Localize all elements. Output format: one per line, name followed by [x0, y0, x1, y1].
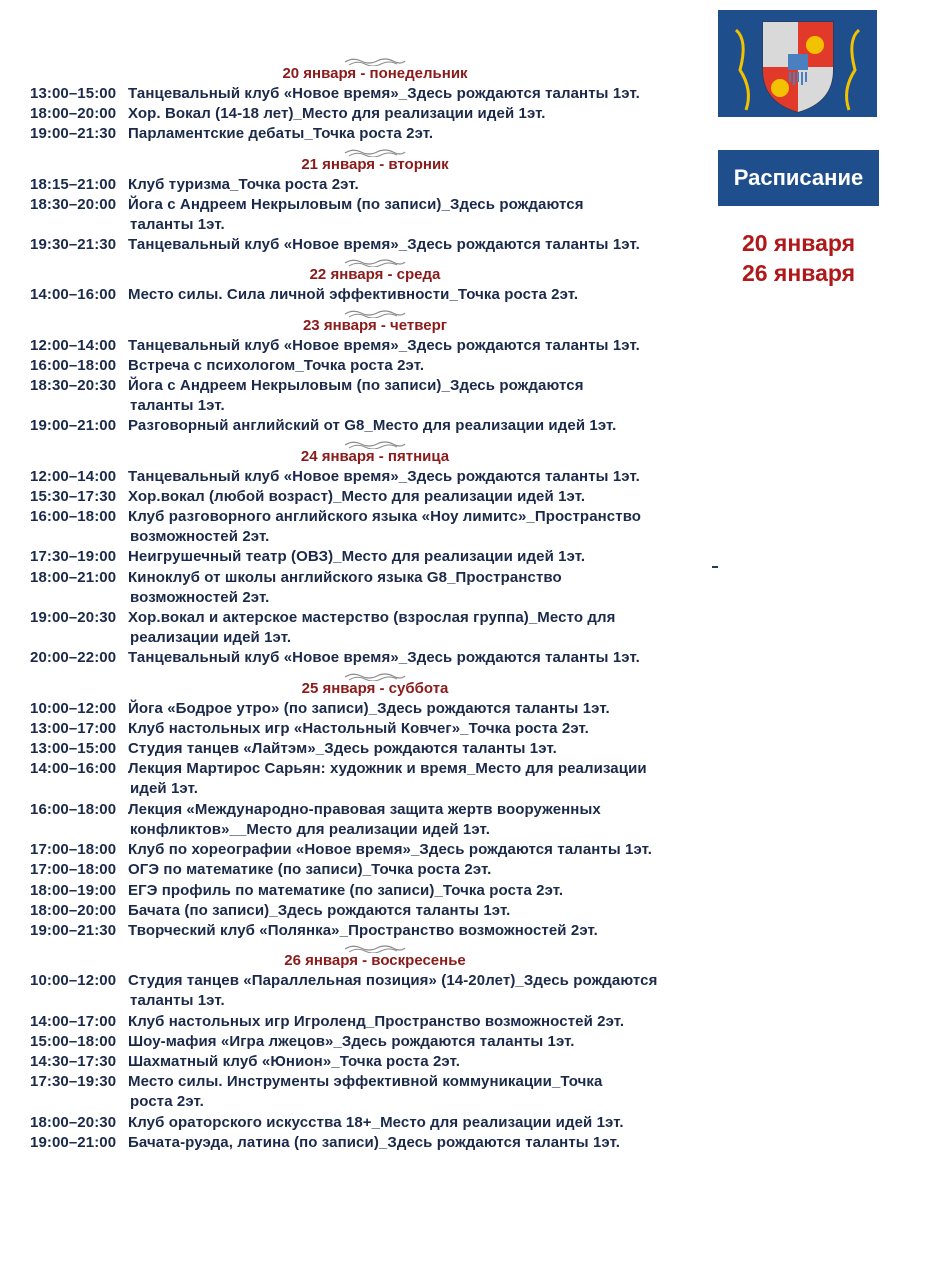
event-row: [30, 759, 720, 799]
event-title-line: Лекция «Международно-правовая защита жертв вооруженных: [128, 800, 601, 818]
event-time: 13:00–15:00: [30, 740, 117, 758]
event-title-line: идей 1эт.: [130, 780, 198, 798]
event-row: [30, 175, 720, 195]
event-title: [128, 507, 720, 547]
day-section: [30, 671, 720, 941]
event-time: 17:30–19:00: [30, 548, 117, 566]
event-row: [30, 901, 720, 921]
date-range: [718, 228, 879, 288]
event-row: [30, 487, 720, 507]
event-time: 19:00–21:30: [30, 125, 117, 143]
event-time: 19:00–21:00: [30, 417, 117, 435]
event-title-line: возможностей 2эт.: [130, 588, 270, 606]
event-time: 13:00–17:00: [30, 719, 117, 737]
event-title: [128, 759, 720, 799]
event-title: [128, 356, 720, 376]
event-title: [128, 124, 720, 144]
day-section: [30, 56, 720, 145]
event-title: [128, 336, 720, 356]
event-title: [128, 467, 720, 487]
event-title-line: Киноклуб от школы английского языка G8_Пространство: [128, 568, 562, 586]
event-title: [128, 547, 720, 567]
event-row: [30, 881, 720, 901]
event-title: [128, 1012, 720, 1032]
event-time: 19:30–21:30: [30, 236, 117, 254]
event-row: [30, 568, 720, 608]
event-title-line: ОГЭ по математике (по записи)_Точка роста 2эт.: [128, 861, 492, 879]
event-title: [128, 648, 720, 668]
event-time: 18:30–20:00: [30, 195, 117, 213]
event-title: [128, 860, 720, 880]
day-title: 20 января - понедельник: [282, 65, 468, 82]
event-title-line: Клуб настольных игр «Настольный Ковчег»_Точка роста 2эт.: [128, 719, 589, 737]
event-title-line: Место силы. Сила личной эффективности_Точка роста 2эт.: [128, 286, 579, 304]
event-row: [30, 1032, 720, 1052]
event-title: [128, 568, 720, 608]
event-time: 13:00–15:00: [30, 85, 117, 102]
date-from: 20 января: [741, 230, 856, 256]
event-title-line: Бачата-руэда, латина (по записи)_Здесь рождаются таланты 1эт.: [128, 1133, 620, 1151]
event-title-line: Парламентские дебаты_Точка роста 2эт.: [128, 125, 434, 143]
event-title-line: Клуб ораторского искусства 18+_Место для реализации идей 1эт.: [128, 1113, 624, 1131]
day-section: [30, 439, 720, 669]
event-time: 17:00–18:00: [30, 841, 117, 859]
event-title: [128, 416, 720, 436]
event-title-line: Разговорный английский от G8_Место для реализации идей 1эт.: [128, 417, 617, 435]
event-title-line: конфликтов»__Место для реализации идей 1эт.: [130, 820, 490, 838]
event-title-line: Шахматный клуб «Юнион»_Точка роста 2эт.: [128, 1052, 460, 1070]
event-title-line: Клуб разговорного английского языка «Ноу лимитс»_Пространство: [128, 508, 642, 526]
event-title-line: Танцевальный клуб «Новое время»_Здесь рождаются таланты 1эт.: [128, 467, 640, 485]
event-row: [30, 648, 720, 668]
event-title-line: Танцевальный клуб «Новое время»_Здесь рождаются таланты 1эт.: [128, 649, 640, 667]
event-title: [128, 699, 720, 719]
event-time: 17:00–18:00: [30, 861, 117, 879]
event-row: [30, 1052, 720, 1072]
event-title-line: Танцевальный клуб «Новое время»_Здесь рождаются таланты 1эт.: [128, 236, 640, 254]
day-title: 24 января - пятница: [300, 447, 450, 465]
event-row: [30, 608, 720, 648]
day-section: [30, 308, 720, 437]
event-time: 18:15–21:00: [30, 175, 117, 193]
decorative-dash: [712, 566, 718, 568]
event-title-line: Место силы. Инструменты эффективной коммуникации_Точка: [128, 1073, 603, 1091]
event-title: [128, 881, 720, 901]
day-title: 25 января - суббота: [301, 679, 449, 697]
day-title: 22 января - среда: [309, 266, 441, 284]
event-row: [30, 699, 720, 719]
event-title-line: реализации идей 1эт.: [130, 629, 292, 647]
event-time: 18:00–20:00: [30, 105, 117, 123]
event-title: [128, 1032, 720, 1052]
event-row: [30, 1133, 720, 1153]
event-title: [128, 901, 720, 921]
event-row: [30, 971, 720, 1011]
event-row: [30, 336, 720, 356]
event-title-line: Встреча с психологом_Точка роста 2эт.: [128, 356, 425, 374]
event-row: [30, 800, 720, 840]
date-to: 26 января: [741, 260, 856, 286]
event-time: 10:00–12:00: [30, 972, 117, 990]
event-time: 14:00–16:00: [30, 760, 117, 778]
city-emblem: [718, 10, 877, 117]
schedule-list: [30, 56, 720, 1153]
event-title-line: Творческий клуб «Полянка»_Пространство возможностей 2эт.: [128, 921, 598, 939]
event-row: [30, 195, 720, 235]
event-time: 16:00–18:00: [30, 508, 117, 526]
event-title: [128, 1133, 720, 1153]
event-title-line: Шоу-мафия «Игра лжецов»_Здесь рождаются таланты 1эт.: [128, 1032, 575, 1050]
event-time: 14:30–17:30: [30, 1052, 117, 1070]
event-title-line: Танцевальный клуб «Новое время»_Здесь рождаются таланты 1эт.: [128, 336, 640, 354]
event-row: [30, 921, 720, 941]
event-time: 15:00–18:00: [30, 1032, 117, 1050]
event-title: [128, 921, 720, 941]
event-row: [30, 376, 720, 416]
event-row: [30, 356, 720, 376]
event-title-line: Клуб по хореографии «Новое время»_Здесь рождаются таланты 1эт.: [128, 841, 653, 859]
event-time: 18:00–20:30: [30, 1113, 117, 1131]
event-time: 18:00–19:00: [30, 881, 117, 899]
event-title-line: таланты 1эт.: [130, 216, 225, 234]
event-row: [30, 285, 720, 305]
event-time: 14:00–17:00: [30, 1012, 117, 1030]
event-time: 10:00–12:00: [30, 699, 117, 717]
event-title-line: Клуб настольных игр Игроленд_Пространство возможностей 2эт.: [128, 1012, 625, 1030]
event-title-line: Хор. Вокал (14-18 лет)_Место для реализации идей 1эт.: [128, 105, 546, 123]
day-title: 26 января - воскресенье: [284, 952, 466, 970]
event-title: [128, 487, 720, 507]
day-section: [30, 147, 720, 256]
event-title-line: таланты 1эт.: [130, 992, 225, 1010]
schedule-badge: Расписание: [718, 150, 879, 206]
event-title-line: Студия танцев «Лайтэм»_Здесь рождаются таланты 1эт.: [128, 740, 557, 758]
event-title-line: Йога «Бодрое утро» (по записи)_Здесь рождаются таланты 1эт.: [128, 699, 610, 717]
event-title-line: Студия танцев «Параллельная позиция» (14-20лет)_Здесь рождаются: [128, 972, 658, 990]
event-row: [30, 739, 720, 759]
event-title-line: возможностей 2эт.: [130, 528, 270, 546]
event-title-line: Йога с Андреем Некрыловым (по записи)_Здесь рождаются: [128, 195, 584, 213]
event-title-line: Клуб туризма_Точка роста 2эт.: [128, 175, 359, 193]
event-row: [30, 719, 720, 739]
event-title-line: роста 2эт.: [130, 1093, 204, 1111]
event-title: [128, 1113, 720, 1133]
event-title-line: Хор.вокал и актерское мастерство (взрослая группа)_Место для: [128, 609, 616, 627]
event-row: [30, 547, 720, 567]
day-section: [30, 257, 720, 305]
event-title: [128, 84, 720, 104]
event-title: [128, 104, 720, 124]
event-title: [128, 175, 720, 195]
event-time: 18:00–20:00: [30, 901, 117, 919]
event-time: 12:00–14:00: [30, 336, 117, 354]
event-time: 16:00–18:00: [30, 800, 117, 818]
event-time: 19:00–21:00: [30, 1133, 117, 1151]
event-title-line: таланты 1эт.: [130, 397, 225, 415]
day-title: 23 января - четверг: [302, 316, 448, 334]
event-row: [30, 860, 720, 880]
event-title: [128, 235, 720, 255]
event-time: 14:00–16:00: [30, 286, 117, 304]
event-title: [128, 739, 720, 759]
event-row: [30, 467, 720, 487]
event-time: 17:30–19:30: [30, 1073, 117, 1091]
event-title: [128, 719, 720, 739]
event-title: [128, 1072, 720, 1112]
event-title-line: ЕГЭ профиль по математике (по записи)_Точка роста 2эт.: [128, 881, 564, 899]
event-title-line: Неигрушечный театр (ОВЗ)_Место для реализации идей 1эт.: [128, 548, 586, 566]
event-row: [30, 1113, 720, 1133]
event-time: 20:00–22:00: [30, 649, 117, 667]
event-title: [128, 285, 720, 305]
event-title: [128, 376, 720, 416]
event-time: 19:00–20:30: [30, 609, 117, 627]
event-title-line: Хор.вокал (любой возраст)_Место для реализации идей 1эт.: [128, 487, 586, 505]
event-time: 15:30–17:30: [30, 487, 117, 505]
event-title-line: Бачата (по записи)_Здесь рождаются таланты 1эт.: [128, 901, 511, 919]
event-title-line: Лекция Мартирос Сарьян: художник и время_Место для реализации: [128, 760, 647, 778]
event-time: 19:00–21:30: [30, 921, 117, 939]
event-title-line: Танцевальный клуб «Новое время»_Здесь рождаются таланты 1эт.: [128, 85, 640, 102]
event-title: [128, 800, 720, 840]
event-row: [30, 235, 720, 255]
event-time: 18:30–20:30: [30, 377, 117, 395]
event-title: [128, 1052, 720, 1072]
event-time: 18:00–21:00: [30, 568, 117, 586]
event-row: [30, 1012, 720, 1032]
event-row: [30, 416, 720, 436]
day-title: 21 января - вторник: [301, 155, 449, 173]
event-row: [30, 840, 720, 860]
event-title: [128, 971, 720, 1011]
event-row: [30, 1072, 720, 1112]
event-title-line: Йога с Андреем Некрыловым (по записи)_Здесь рождаются: [128, 377, 584, 395]
event-time: 16:00–18:00: [30, 356, 117, 374]
event-row: [30, 84, 720, 104]
event-row: [30, 507, 720, 547]
event-row: [30, 104, 720, 124]
day-section: [30, 943, 720, 1153]
event-time: 12:00–14:00: [30, 467, 117, 485]
event-title: [128, 840, 720, 860]
event-row: [30, 124, 720, 144]
event-title: [128, 195, 720, 235]
event-title: [128, 608, 720, 648]
